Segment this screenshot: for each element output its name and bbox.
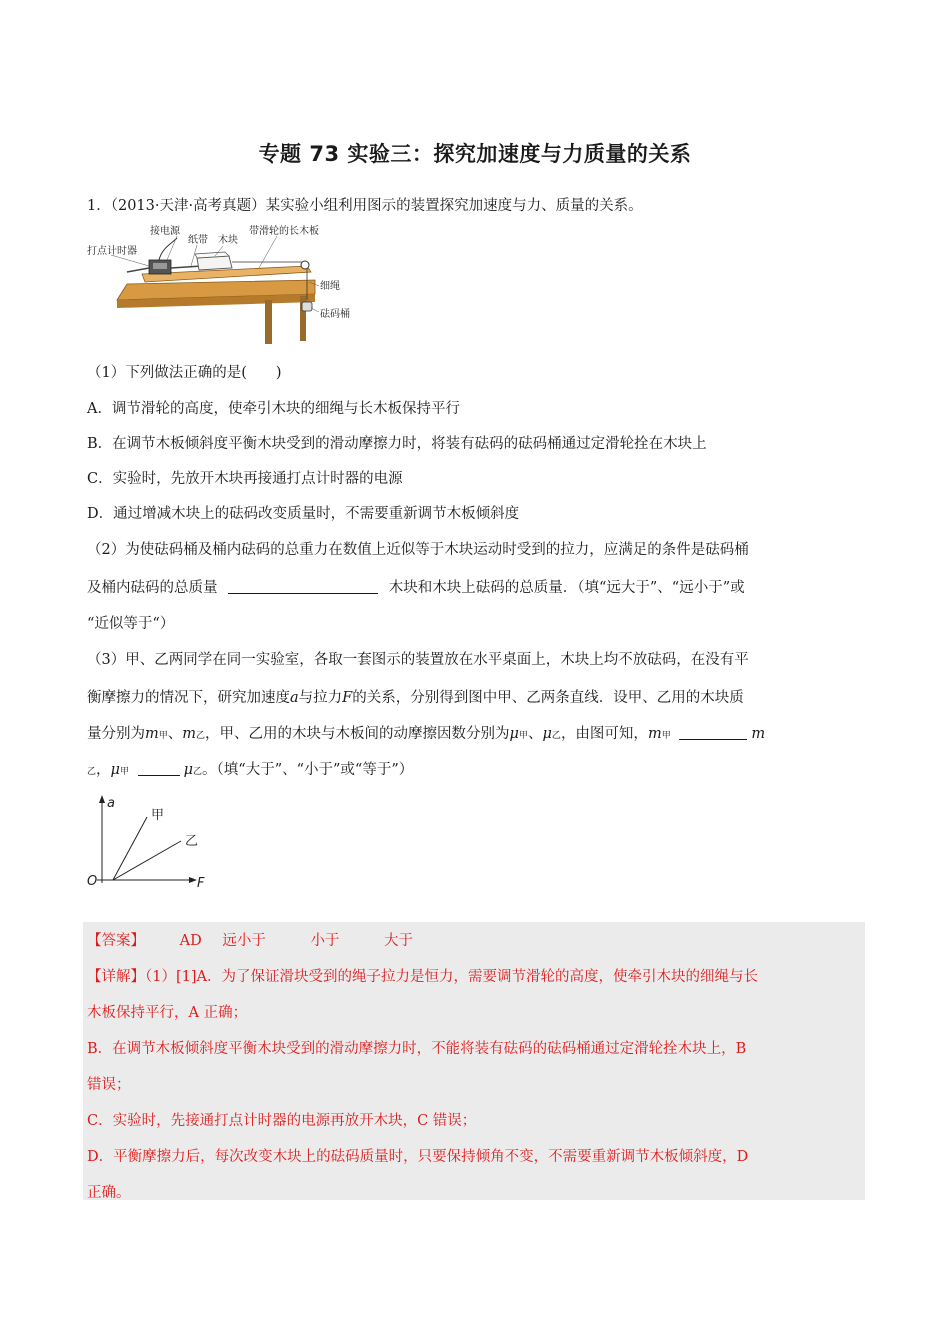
explanation-line-1: 【详解】（1）[1]A．为了保证滑块受到的绳子拉力是恒力，需要调节滑轮的高度，使牵引木块的细绳与长 — [87, 969, 758, 985]
explanation-line-5: C．实验时，先接通打点计时器的电源再放开木块，C 错误； — [87, 1113, 477, 1129]
graph-label-jia: 甲 — [151, 808, 165, 823]
page-title: 专题 73 实验三：探究加速度与力质量的关系 — [258, 142, 692, 166]
option-b: B．在调节木板倾斜度平衡木块受到的滑动摩擦力时，将装有砝码的砝码桶通过定滑轮拴在木块上 — [87, 436, 707, 452]
a-f-graph — [85, 793, 215, 893]
label-tape: 纸带 — [188, 235, 208, 246]
part3-line4: 乙，μ甲 μ乙。（填“大于”、“小于”或“等于”） — [87, 762, 414, 778]
label-power: 接电源 — [150, 226, 180, 237]
graph-origin: O — [87, 874, 98, 889]
part3-line1: （3）甲、乙两同学在同一实验室，各取一套图示的装置放在水平桌面上，木块上均不放砝码，在没有平 — [87, 652, 749, 668]
option-d: D．通过增减木块上的砝码改变质量时，不需要重新调节木板倾斜度 — [87, 506, 520, 522]
explanation-line-6: D．平衡摩擦力后，每次改变木块上的砝码质量时，只要保持倾角不变，不需要重新调节木板倾斜度，D — [87, 1149, 749, 1165]
part2-line1: （2）为使砝码桶及桶内砝码的总重力在数值上近似等于木块运动时受到的拉力，应满足的条件是砝码桶 — [87, 542, 749, 558]
paper-tape — [171, 266, 202, 268]
label-board: 带滑轮的长木板 — [249, 226, 319, 237]
explanation-line-3: B．在调节木板倾斜度平衡木块受到的滑动摩擦力时，不能将装有砝码的砝码桶通过定滑轮拴木块上，B — [87, 1041, 747, 1057]
option-c: C．实验时，先放开木块再接通打点计时器的电源 — [87, 471, 403, 487]
apparatus-figure — [87, 222, 377, 347]
wood-block — [197, 256, 232, 270]
label-timer: 打点计时器 — [87, 246, 137, 257]
label-block: 木块 — [218, 235, 238, 246]
graph-label-yi: 乙 — [185, 834, 199, 849]
answer-blank-2[interactable] — [679, 725, 747, 740]
explanation-line-4: 错误； — [87, 1077, 131, 1093]
answer-blank-3[interactable] — [138, 761, 180, 776]
option-a: A．调节滑轮的高度，使牵引木块的细绳与长木板保持平行 — [87, 401, 460, 417]
answer-1: AD — [179, 933, 202, 949]
graph-x-label: F — [197, 876, 205, 891]
graph-y-label: a — [107, 796, 115, 811]
weight-bucket — [302, 302, 312, 311]
table-leg-left — [265, 300, 272, 344]
answer-blank-1[interactable] — [228, 579, 378, 594]
part2-line3: “近似等于“） — [87, 616, 175, 632]
label-bucket: 砝码桶 — [320, 309, 350, 320]
answer-2: 远小于 — [222, 933, 266, 949]
question-stem: 1．（2013·天津·高考真题）某实验小组利用图示的装置探究加速度与力、质量的关系。 — [87, 198, 643, 214]
explanation-line-2: 木板保持平行，A 正确； — [87, 1005, 248, 1021]
part3-line3: 量分别为m甲、m乙，甲、乙用的木块与木板间的动摩擦因数分别为μ甲、μ乙，由图可知，m甲 m — [87, 726, 766, 742]
part1-question: （1）下列做法正确的是( ) — [87, 365, 282, 381]
answer-3: 小于 — [310, 933, 340, 949]
answer-line: 【答案】 AD 远小于 小于 大于 — [87, 933, 414, 949]
part2-line2: 及桶内砝码的总质量 木块和木块上砝码的总质量．（填“远大于”、“远小于”或 — [87, 580, 745, 596]
label-string: 细绳 — [320, 281, 340, 292]
answer-4: 大于 — [384, 933, 414, 949]
explanation-line-7: 正确。 — [87, 1185, 131, 1201]
part3-line2: 衡摩擦力的情况下，研究加速度a与拉力F的关系，分别得到图中甲、乙两条直线．设甲、乙用的木块质 — [87, 690, 744, 706]
pulley — [301, 261, 309, 269]
